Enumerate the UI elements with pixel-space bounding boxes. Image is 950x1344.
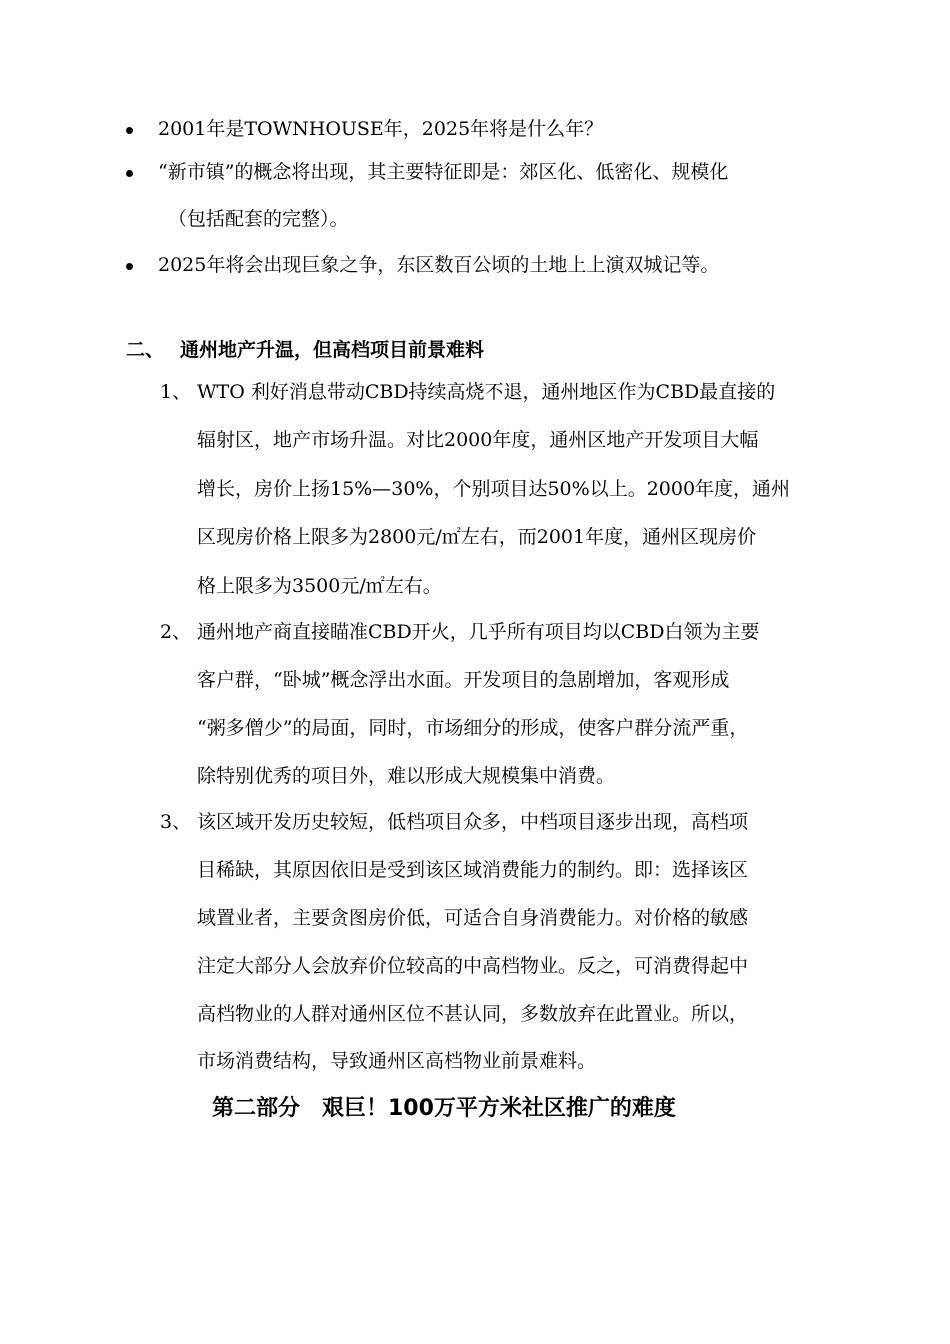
item-line: 客户群，“卧城”概念浮出水面。开发项目的急剧增加，客观形成 [197,669,730,691]
item-line: 除特别优秀的项目外，难以形成大规模集中消费。 [197,765,616,787]
bullet-text: 2001年是TOWNHOUSE年，2025年将是什么年？ [158,118,604,140]
item-number: 2、 [160,621,192,643]
section-heading [126,337,484,363]
item-line: 通州地产商直接瞄准CBD开火，几乎所有项目均以CBD白领为主要 [197,621,760,643]
section-number: 二、 [126,339,165,361]
bullet-dot-icon [126,263,133,270]
part-heading: 第二部分 艰巨！100万平方米社区推广的难度 [212,1096,676,1121]
bullet-text: “新市镇”的概念将出现，其主要特征即是：郊区化、低密化、规模化 [158,161,729,183]
item-line: 区现房价格上限多为2800元/㎡左右，而2001年度，通州区现房价 [197,526,757,548]
item-number: 1、 [160,381,192,403]
item-line: 辐射区，地产市场升温。对比2000年度，通州区地产开发项目大幅 [197,429,759,451]
item-line: WTO 利好消息带动CBD持续高烧不退，通州地区作为CBD最直接的 [197,381,776,403]
bullet-dot-icon [126,127,133,134]
item-number: 3、 [160,811,192,833]
item-line: 格上限多为3500元/㎡左右。 [197,575,442,597]
item-line: 增长，房价上扬15%—30%，个别项目达50%以上。2000年度，通州 [197,478,791,500]
section-title: 通州地产升温，但高档项目前景难料 [180,339,485,361]
item-line: 市场消费结构，导致通州区高档物业前景难料。 [197,1050,597,1072]
item-line: 该区域开发历史较短，低档项目众多，中档项目逐步出现，高档项 [197,811,749,833]
item-line: 高档物业的人群对通州区位不甚认同，多数放弃在此置业。所以， [197,1003,749,1025]
bullet-continuation: （包括配套的完整）。 [168,208,349,230]
item-line: 域置业者，主要贪图房价低，可适合自身消费能力。对价格的敏感 [197,907,749,929]
bullet-dot-icon [126,170,133,177]
bullet-text: 2025年将会出现巨象之争，东区数百公顷的土地上上演双城记等。 [158,254,720,276]
item-line: 目稀缺，其原因依旧是受到该区域消费能力的制约。即：选择该区 [197,859,749,881]
item-line: “粥多僧少”的局面，同时，市场细分的形成，使客户群分流严重， [197,717,749,739]
item-line: 注定大部分人会放弃价位较高的中高档物业。反之，可消费得起中 [197,955,749,977]
